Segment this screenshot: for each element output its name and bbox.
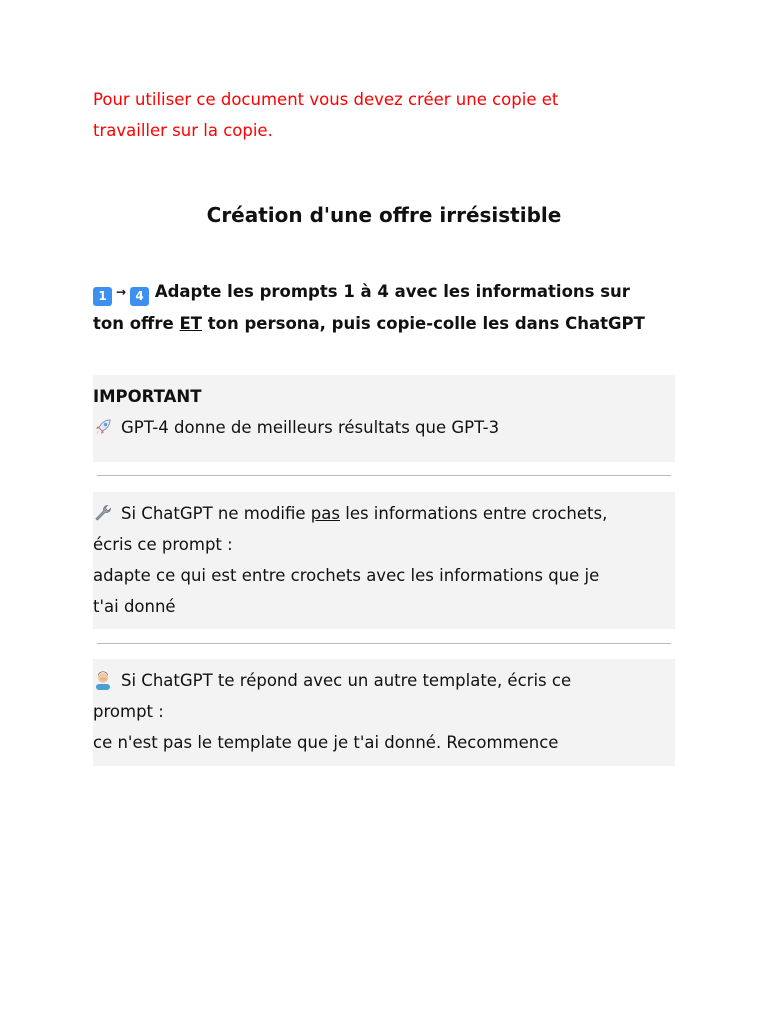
important-label: IMPORTANT xyxy=(93,387,202,406)
step-text-line-1: Adapte les prompts 1 à 4 avec les informations sur xyxy=(154,282,630,301)
brackets-tip-text-pas: pas xyxy=(310,504,340,523)
brackets-tip-prompt-b: t'ai donné xyxy=(93,597,176,616)
divider-1 xyxy=(97,475,671,476)
arrow-icon: → xyxy=(116,285,127,299)
step-text-persona: ton persona, puis copie-colle les dans ChatGPT xyxy=(202,314,645,333)
template-tip-box xyxy=(93,659,675,766)
template-tip-text-b: prompt : xyxy=(93,702,164,721)
template-tip-text-a: Si ChatGPT te répond avec un autre template, écris ce xyxy=(121,671,572,690)
brackets-tip-box xyxy=(93,492,675,629)
step-instruction xyxy=(93,276,683,339)
step-text-et: ET xyxy=(179,314,203,333)
template-tip-prompt: ce n'est pas le template que je t'ai donné. Recommence xyxy=(93,733,559,752)
brackets-tip-text-c: écris ce prompt : xyxy=(93,535,233,554)
important-box xyxy=(93,375,675,462)
document-title: Création d'une offre irrésistible xyxy=(206,203,562,227)
keycap-four-icon: 4 xyxy=(130,287,149,306)
divider-2 xyxy=(97,643,671,644)
person-facepalming-icon xyxy=(93,670,113,690)
brackets-tip-prompt-a: adapte ce qui est entre crochets avec les informations que je xyxy=(93,566,600,585)
keycap-one-icon: 1 xyxy=(93,287,112,306)
copy-notice-line-2: travailler sur la copie. xyxy=(93,121,273,140)
brackets-tip-text-a: Si ChatGPT ne modifie xyxy=(121,504,311,523)
step-text-offer: ton offre xyxy=(93,314,180,333)
rocket-icon xyxy=(93,417,113,437)
brackets-tip-text-b: les informations entre crochets, xyxy=(339,504,608,523)
important-text: GPT-4 donne de meilleurs résultats que GPT-3 xyxy=(121,418,500,437)
copy-notice xyxy=(93,84,653,146)
copy-notice-line-1: Pour utiliser ce document vous devez créer une copie et xyxy=(93,90,559,109)
wrench-icon xyxy=(93,503,113,523)
